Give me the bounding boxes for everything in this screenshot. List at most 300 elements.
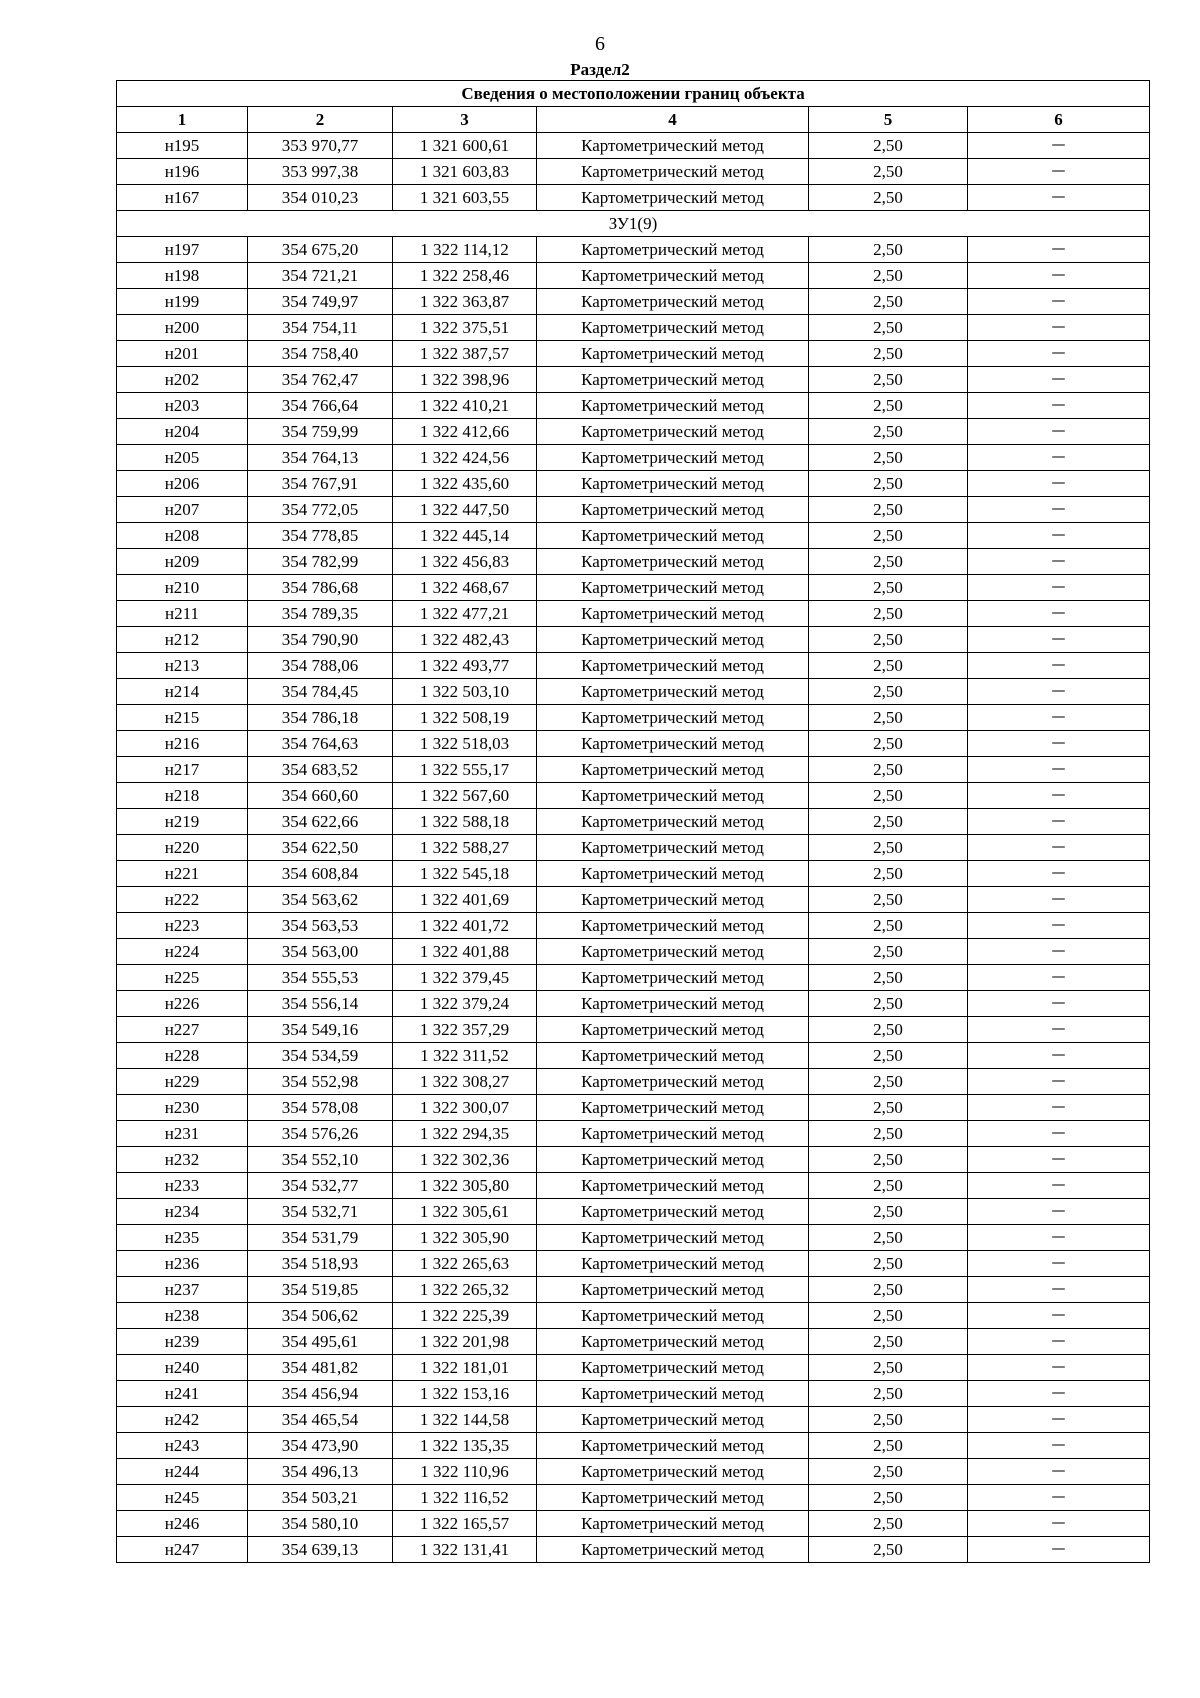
point-name-cell: н196 bbox=[117, 159, 248, 185]
x-coordinate-cell: 354 519,85 bbox=[248, 1277, 393, 1303]
y-coordinate-cell: 1 322 555,17 bbox=[393, 757, 537, 783]
page-number: 6 bbox=[595, 33, 605, 55]
y-coordinate-cell: 1 322 300,07 bbox=[393, 1095, 537, 1121]
point-name-cell: н201 bbox=[117, 341, 248, 367]
point-name-cell: н205 bbox=[117, 445, 248, 471]
method-cell: Картометрический метод bbox=[537, 1043, 809, 1069]
table-row bbox=[117, 523, 1150, 549]
description-cell: — bbox=[968, 419, 1150, 445]
table-row bbox=[117, 1381, 1150, 1407]
point-name-cell: н207 bbox=[117, 497, 248, 523]
point-name-cell: н224 bbox=[117, 939, 248, 965]
description-cell: — bbox=[968, 939, 1150, 965]
y-coordinate-cell: 1 322 225,39 bbox=[393, 1303, 537, 1329]
accuracy-cell: 2,50 bbox=[809, 1485, 968, 1511]
description-cell: — bbox=[968, 783, 1150, 809]
accuracy-cell: 2,50 bbox=[809, 315, 968, 341]
x-coordinate-cell: 354 759,99 bbox=[248, 419, 393, 445]
table-row bbox=[117, 237, 1150, 263]
method-cell: Картометрический метод bbox=[537, 1121, 809, 1147]
description-cell: — bbox=[968, 757, 1150, 783]
accuracy-cell: 2,50 bbox=[809, 497, 968, 523]
table-row bbox=[117, 185, 1150, 211]
y-coordinate-cell: 1 321 603,83 bbox=[393, 159, 537, 185]
description-cell: — bbox=[968, 1121, 1150, 1147]
accuracy-cell: 2,50 bbox=[809, 835, 968, 861]
accuracy-cell: 2,50 bbox=[809, 1095, 968, 1121]
y-coordinate-cell: 1 322 363,87 bbox=[393, 289, 537, 315]
table-row bbox=[117, 1459, 1150, 1485]
y-coordinate-cell: 1 322 518,03 bbox=[393, 731, 537, 757]
x-coordinate-cell: 354 549,16 bbox=[248, 1017, 393, 1043]
x-coordinate-cell: 354 675,20 bbox=[248, 237, 393, 263]
accuracy-cell: 2,50 bbox=[809, 965, 968, 991]
accuracy-cell: 2,50 bbox=[809, 1043, 968, 1069]
description-cell: — bbox=[968, 991, 1150, 1017]
point-name-cell: н167 bbox=[117, 185, 248, 211]
method-cell: Картометрический метод bbox=[537, 627, 809, 653]
x-coordinate-cell: 354 786,68 bbox=[248, 575, 393, 601]
point-name-cell: н216 bbox=[117, 731, 248, 757]
description-cell: — bbox=[968, 445, 1150, 471]
table-row bbox=[117, 1355, 1150, 1381]
y-coordinate-cell: 1 321 600,61 bbox=[393, 133, 537, 159]
description-cell: — bbox=[968, 1225, 1150, 1251]
table-row bbox=[117, 1147, 1150, 1173]
description-cell: — bbox=[968, 289, 1150, 315]
group-label: ЗУ1(9) bbox=[117, 211, 1150, 237]
point-name-cell: н247 bbox=[117, 1537, 248, 1563]
table-row bbox=[117, 835, 1150, 861]
method-cell: Картометрический метод bbox=[537, 419, 809, 445]
accuracy-cell: 2,50 bbox=[809, 393, 968, 419]
method-cell: Картометрический метод bbox=[537, 1017, 809, 1043]
point-name-cell: н213 bbox=[117, 653, 248, 679]
method-cell: Картометрический метод bbox=[537, 1225, 809, 1251]
table-row bbox=[117, 1303, 1150, 1329]
point-name-cell: н239 bbox=[117, 1329, 248, 1355]
accuracy-cell: 2,50 bbox=[809, 653, 968, 679]
x-coordinate-cell: 354 496,13 bbox=[248, 1459, 393, 1485]
table-row bbox=[117, 1173, 1150, 1199]
method-cell: Картометрический метод bbox=[537, 965, 809, 991]
point-name-cell: н245 bbox=[117, 1485, 248, 1511]
x-coordinate-cell: 354 534,59 bbox=[248, 1043, 393, 1069]
description-cell: — bbox=[968, 315, 1150, 341]
y-coordinate-cell: 1 322 412,66 bbox=[393, 419, 537, 445]
y-coordinate-cell: 1 322 401,88 bbox=[393, 939, 537, 965]
table-row bbox=[117, 809, 1150, 835]
method-cell: Картометрический метод bbox=[537, 367, 809, 393]
description-cell: — bbox=[968, 861, 1150, 887]
x-coordinate-cell: 353 970,77 bbox=[248, 133, 393, 159]
y-coordinate-cell: 1 322 401,69 bbox=[393, 887, 537, 913]
point-name-cell: н203 bbox=[117, 393, 248, 419]
x-coordinate-cell: 354 552,10 bbox=[248, 1147, 393, 1173]
section-title: Раздел2 bbox=[570, 60, 630, 79]
y-coordinate-cell: 1 322 153,16 bbox=[393, 1381, 537, 1407]
description-cell: — bbox=[968, 1511, 1150, 1537]
description-cell: — bbox=[968, 471, 1150, 497]
method-cell: Картометрический метод bbox=[537, 1511, 809, 1537]
y-coordinate-cell: 1 322 375,51 bbox=[393, 315, 537, 341]
point-name-cell: н198 bbox=[117, 263, 248, 289]
x-coordinate-cell: 354 532,71 bbox=[248, 1199, 393, 1225]
method-cell: Картометрический метод bbox=[537, 1381, 809, 1407]
table-row bbox=[117, 1329, 1150, 1355]
description-cell: — bbox=[968, 1433, 1150, 1459]
method-cell: Картометрический метод bbox=[537, 1069, 809, 1095]
accuracy-cell: 2,50 bbox=[809, 1251, 968, 1277]
y-coordinate-cell: 1 322 265,32 bbox=[393, 1277, 537, 1303]
method-cell: Картометрический метод bbox=[537, 159, 809, 185]
x-coordinate-cell: 354 481,82 bbox=[248, 1355, 393, 1381]
y-coordinate-cell: 1 322 503,10 bbox=[393, 679, 537, 705]
accuracy-cell: 2,50 bbox=[809, 1121, 968, 1147]
column-number: 3 bbox=[393, 107, 537, 133]
accuracy-cell: 2,50 bbox=[809, 445, 968, 471]
x-coordinate-cell: 354 576,26 bbox=[248, 1121, 393, 1147]
x-coordinate-cell: 354 764,13 bbox=[248, 445, 393, 471]
description-cell: — bbox=[968, 1329, 1150, 1355]
accuracy-cell: 2,50 bbox=[809, 1069, 968, 1095]
method-cell: Картометрический метод bbox=[537, 497, 809, 523]
description-cell: — bbox=[968, 1381, 1150, 1407]
table-row bbox=[117, 679, 1150, 705]
table-row bbox=[117, 263, 1150, 289]
table-row bbox=[117, 705, 1150, 731]
table-row bbox=[117, 159, 1150, 185]
method-cell: Картометрический метод bbox=[537, 601, 809, 627]
column-number: 2 bbox=[248, 107, 393, 133]
accuracy-cell: 2,50 bbox=[809, 1407, 968, 1433]
y-coordinate-cell: 1 322 482,43 bbox=[393, 627, 537, 653]
description-cell: — bbox=[968, 159, 1150, 185]
description-cell: — bbox=[968, 367, 1150, 393]
table-body bbox=[117, 133, 1150, 1563]
table-row bbox=[117, 1277, 1150, 1303]
point-name-cell: н238 bbox=[117, 1303, 248, 1329]
description-cell: — bbox=[968, 1407, 1150, 1433]
description-cell: — bbox=[968, 1251, 1150, 1277]
y-coordinate-cell: 1 322 379,24 bbox=[393, 991, 537, 1017]
point-name-cell: н195 bbox=[117, 133, 248, 159]
table-row bbox=[117, 1095, 1150, 1121]
accuracy-cell: 2,50 bbox=[809, 1459, 968, 1485]
point-name-cell: н211 bbox=[117, 601, 248, 627]
method-cell: Картометрический метод bbox=[537, 523, 809, 549]
description-cell: — bbox=[968, 1303, 1150, 1329]
x-coordinate-cell: 354 786,18 bbox=[248, 705, 393, 731]
x-coordinate-cell: 354 456,94 bbox=[248, 1381, 393, 1407]
x-coordinate-cell: 354 465,54 bbox=[248, 1407, 393, 1433]
x-coordinate-cell: 354 503,21 bbox=[248, 1485, 393, 1511]
method-cell: Картометрический метод bbox=[537, 1485, 809, 1511]
x-coordinate-cell: 354 766,64 bbox=[248, 393, 393, 419]
accuracy-cell: 2,50 bbox=[809, 237, 968, 263]
x-coordinate-cell: 354 772,05 bbox=[248, 497, 393, 523]
point-name-cell: н222 bbox=[117, 887, 248, 913]
method-cell: Картометрический метод bbox=[537, 1459, 809, 1485]
accuracy-cell: 2,50 bbox=[809, 523, 968, 549]
description-cell: — bbox=[968, 237, 1150, 263]
description-cell: — bbox=[968, 627, 1150, 653]
x-coordinate-cell: 354 506,62 bbox=[248, 1303, 393, 1329]
table-row bbox=[117, 1017, 1150, 1043]
accuracy-cell: 2,50 bbox=[809, 757, 968, 783]
y-coordinate-cell: 1 322 311,52 bbox=[393, 1043, 537, 1069]
y-coordinate-cell: 1 321 603,55 bbox=[393, 185, 537, 211]
point-name-cell: н232 bbox=[117, 1147, 248, 1173]
method-cell: Картометрический метод bbox=[537, 1407, 809, 1433]
table-row bbox=[117, 445, 1150, 471]
y-coordinate-cell: 1 322 305,90 bbox=[393, 1225, 537, 1251]
x-coordinate-cell: 354 749,97 bbox=[248, 289, 393, 315]
description-cell: — bbox=[968, 679, 1150, 705]
x-coordinate-cell: 354 788,06 bbox=[248, 653, 393, 679]
column-numbers-row bbox=[117, 107, 1150, 133]
x-coordinate-cell: 353 997,38 bbox=[248, 159, 393, 185]
description-cell: — bbox=[968, 1485, 1150, 1511]
method-cell: Картометрический метод bbox=[537, 1303, 809, 1329]
point-name-cell: н223 bbox=[117, 913, 248, 939]
method-cell: Картометрический метод bbox=[537, 679, 809, 705]
x-coordinate-cell: 354 790,90 bbox=[248, 627, 393, 653]
accuracy-cell: 2,50 bbox=[809, 809, 968, 835]
point-name-cell: н246 bbox=[117, 1511, 248, 1537]
y-coordinate-cell: 1 322 131,41 bbox=[393, 1537, 537, 1563]
method-cell: Картометрический метод bbox=[537, 575, 809, 601]
accuracy-cell: 2,50 bbox=[809, 1017, 968, 1043]
point-name-cell: н220 bbox=[117, 835, 248, 861]
description-cell: — bbox=[968, 133, 1150, 159]
y-coordinate-cell: 1 322 468,67 bbox=[393, 575, 537, 601]
description-cell: — bbox=[968, 1069, 1150, 1095]
y-coordinate-cell: 1 322 477,21 bbox=[393, 601, 537, 627]
method-cell: Картометрический метод bbox=[537, 393, 809, 419]
y-coordinate-cell: 1 322 588,18 bbox=[393, 809, 537, 835]
method-cell: Картометрический метод bbox=[537, 1355, 809, 1381]
method-cell: Картометрический метод bbox=[537, 1095, 809, 1121]
method-cell: Картометрический метод bbox=[537, 471, 809, 497]
accuracy-cell: 2,50 bbox=[809, 1511, 968, 1537]
y-coordinate-cell: 1 322 201,98 bbox=[393, 1329, 537, 1355]
method-cell: Картометрический метод bbox=[537, 809, 809, 835]
method-cell: Картометрический метод bbox=[537, 939, 809, 965]
point-name-cell: н243 bbox=[117, 1433, 248, 1459]
point-name-cell: н240 bbox=[117, 1355, 248, 1381]
y-coordinate-cell: 1 322 294,35 bbox=[393, 1121, 537, 1147]
description-cell: — bbox=[968, 1277, 1150, 1303]
method-cell: Картометрический метод bbox=[537, 185, 809, 211]
description-cell: — bbox=[968, 601, 1150, 627]
x-coordinate-cell: 354 762,47 bbox=[248, 367, 393, 393]
method-cell: Картометрический метод bbox=[537, 549, 809, 575]
column-number: 4 bbox=[537, 107, 809, 133]
method-cell: Картометрический метод bbox=[537, 835, 809, 861]
table-row bbox=[117, 861, 1150, 887]
method-cell: Картометрический метод bbox=[537, 1277, 809, 1303]
method-cell: Картометрический метод bbox=[537, 653, 809, 679]
description-cell: — bbox=[968, 1095, 1150, 1121]
table-row bbox=[117, 783, 1150, 809]
accuracy-cell: 2,50 bbox=[809, 1225, 968, 1251]
x-coordinate-cell: 354 639,13 bbox=[248, 1537, 393, 1563]
point-name-cell: н208 bbox=[117, 523, 248, 549]
accuracy-cell: 2,50 bbox=[809, 289, 968, 315]
y-coordinate-cell: 1 322 398,96 bbox=[393, 367, 537, 393]
y-coordinate-cell: 1 322 545,18 bbox=[393, 861, 537, 887]
description-cell: — bbox=[968, 185, 1150, 211]
point-name-cell: н209 bbox=[117, 549, 248, 575]
point-name-cell: н242 bbox=[117, 1407, 248, 1433]
method-cell: Картометрический метод bbox=[537, 445, 809, 471]
accuracy-cell: 2,50 bbox=[809, 341, 968, 367]
y-coordinate-cell: 1 322 308,27 bbox=[393, 1069, 537, 1095]
x-coordinate-cell: 354 789,35 bbox=[248, 601, 393, 627]
y-coordinate-cell: 1 322 387,57 bbox=[393, 341, 537, 367]
table-title-row bbox=[117, 81, 1150, 107]
point-name-cell: н218 bbox=[117, 783, 248, 809]
table-row bbox=[117, 393, 1150, 419]
accuracy-cell: 2,50 bbox=[809, 627, 968, 653]
y-coordinate-cell: 1 322 456,83 bbox=[393, 549, 537, 575]
accuracy-cell: 2,50 bbox=[809, 471, 968, 497]
point-name-cell: н244 bbox=[117, 1459, 248, 1485]
y-coordinate-cell: 1 322 447,50 bbox=[393, 497, 537, 523]
method-cell: Картометрический метод bbox=[537, 887, 809, 913]
point-name-cell: н219 bbox=[117, 809, 248, 835]
point-name-cell: н235 bbox=[117, 1225, 248, 1251]
method-cell: Картометрический метод bbox=[537, 1329, 809, 1355]
description-cell: — bbox=[968, 1537, 1150, 1563]
accuracy-cell: 2,50 bbox=[809, 1355, 968, 1381]
point-name-cell: н226 bbox=[117, 991, 248, 1017]
accuracy-cell: 2,50 bbox=[809, 263, 968, 289]
x-coordinate-cell: 354 473,90 bbox=[248, 1433, 393, 1459]
point-name-cell: н234 bbox=[117, 1199, 248, 1225]
y-coordinate-cell: 1 322 424,56 bbox=[393, 445, 537, 471]
accuracy-cell: 2,50 bbox=[809, 887, 968, 913]
point-name-cell: н217 bbox=[117, 757, 248, 783]
y-coordinate-cell: 1 322 110,96 bbox=[393, 1459, 537, 1485]
table-row bbox=[117, 1251, 1150, 1277]
table-row bbox=[117, 1511, 1150, 1537]
y-coordinate-cell: 1 322 305,61 bbox=[393, 1199, 537, 1225]
accuracy-cell: 2,50 bbox=[809, 1381, 968, 1407]
accuracy-cell: 2,50 bbox=[809, 861, 968, 887]
accuracy-cell: 2,50 bbox=[809, 367, 968, 393]
point-name-cell: н202 bbox=[117, 367, 248, 393]
table-row bbox=[117, 887, 1150, 913]
table-row bbox=[117, 1225, 1150, 1251]
x-coordinate-cell: 354 552,98 bbox=[248, 1069, 393, 1095]
method-cell: Картометрический метод bbox=[537, 133, 809, 159]
x-coordinate-cell: 354 683,52 bbox=[248, 757, 393, 783]
y-coordinate-cell: 1 322 302,36 bbox=[393, 1147, 537, 1173]
accuracy-cell: 2,50 bbox=[809, 133, 968, 159]
accuracy-cell: 2,50 bbox=[809, 1147, 968, 1173]
table-row bbox=[117, 367, 1150, 393]
x-coordinate-cell: 354 580,10 bbox=[248, 1511, 393, 1537]
description-cell: — bbox=[968, 341, 1150, 367]
x-coordinate-cell: 354 556,14 bbox=[248, 991, 393, 1017]
description-cell: — bbox=[968, 913, 1150, 939]
accuracy-cell: 2,50 bbox=[809, 601, 968, 627]
accuracy-cell: 2,50 bbox=[809, 783, 968, 809]
description-cell: — bbox=[968, 393, 1150, 419]
method-cell: Картометрический метод bbox=[537, 757, 809, 783]
point-name-cell: н230 bbox=[117, 1095, 248, 1121]
boundary-coordinates-table bbox=[116, 80, 1150, 1563]
point-name-cell: н236 bbox=[117, 1251, 248, 1277]
accuracy-cell: 2,50 bbox=[809, 1199, 968, 1225]
point-name-cell: н215 bbox=[117, 705, 248, 731]
y-coordinate-cell: 1 322 135,35 bbox=[393, 1433, 537, 1459]
point-name-cell: н229 bbox=[117, 1069, 248, 1095]
description-cell: — bbox=[968, 809, 1150, 835]
description-cell: — bbox=[968, 835, 1150, 861]
x-coordinate-cell: 354 555,53 bbox=[248, 965, 393, 991]
x-coordinate-cell: 354 758,40 bbox=[248, 341, 393, 367]
accuracy-cell: 2,50 bbox=[809, 1277, 968, 1303]
description-cell: — bbox=[968, 1199, 1150, 1225]
table-row bbox=[117, 1069, 1150, 1095]
accuracy-cell: 2,50 bbox=[809, 939, 968, 965]
y-coordinate-cell: 1 322 144,58 bbox=[393, 1407, 537, 1433]
y-coordinate-cell: 1 322 588,27 bbox=[393, 835, 537, 861]
table-row bbox=[117, 497, 1150, 523]
method-cell: Картометрический метод bbox=[537, 705, 809, 731]
point-name-cell: н227 bbox=[117, 1017, 248, 1043]
method-cell: Картометрический метод bbox=[537, 263, 809, 289]
method-cell: Картометрический метод bbox=[537, 289, 809, 315]
table-row bbox=[117, 601, 1150, 627]
x-coordinate-cell: 354 010,23 bbox=[248, 185, 393, 211]
x-coordinate-cell: 354 767,91 bbox=[248, 471, 393, 497]
x-coordinate-cell: 354 782,99 bbox=[248, 549, 393, 575]
x-coordinate-cell: 354 608,84 bbox=[248, 861, 393, 887]
description-cell: — bbox=[968, 705, 1150, 731]
accuracy-cell: 2,50 bbox=[809, 1303, 968, 1329]
table-row bbox=[117, 731, 1150, 757]
accuracy-cell: 2,50 bbox=[809, 1433, 968, 1459]
x-coordinate-cell: 354 622,50 bbox=[248, 835, 393, 861]
accuracy-cell: 2,50 bbox=[809, 991, 968, 1017]
method-cell: Картометрический метод bbox=[537, 1199, 809, 1225]
description-cell: — bbox=[968, 887, 1150, 913]
description-cell: — bbox=[968, 549, 1150, 575]
x-coordinate-cell: 354 754,11 bbox=[248, 315, 393, 341]
y-coordinate-cell: 1 322 401,72 bbox=[393, 913, 537, 939]
point-name-cell: н204 bbox=[117, 419, 248, 445]
method-cell: Картометрический метод bbox=[537, 1251, 809, 1277]
point-name-cell: н237 bbox=[117, 1277, 248, 1303]
table-row bbox=[117, 1199, 1150, 1225]
description-cell: — bbox=[968, 263, 1150, 289]
point-name-cell: н206 bbox=[117, 471, 248, 497]
table-row bbox=[117, 289, 1150, 315]
y-coordinate-cell: 1 322 116,52 bbox=[393, 1485, 537, 1511]
y-coordinate-cell: 1 322 410,21 bbox=[393, 393, 537, 419]
x-coordinate-cell: 354 563,00 bbox=[248, 939, 393, 965]
table-row bbox=[117, 653, 1150, 679]
method-cell: Картометрический метод bbox=[537, 991, 809, 1017]
table-row bbox=[117, 549, 1150, 575]
point-name-cell: н241 bbox=[117, 1381, 248, 1407]
column-number: 6 bbox=[968, 107, 1150, 133]
description-cell: — bbox=[968, 1043, 1150, 1069]
